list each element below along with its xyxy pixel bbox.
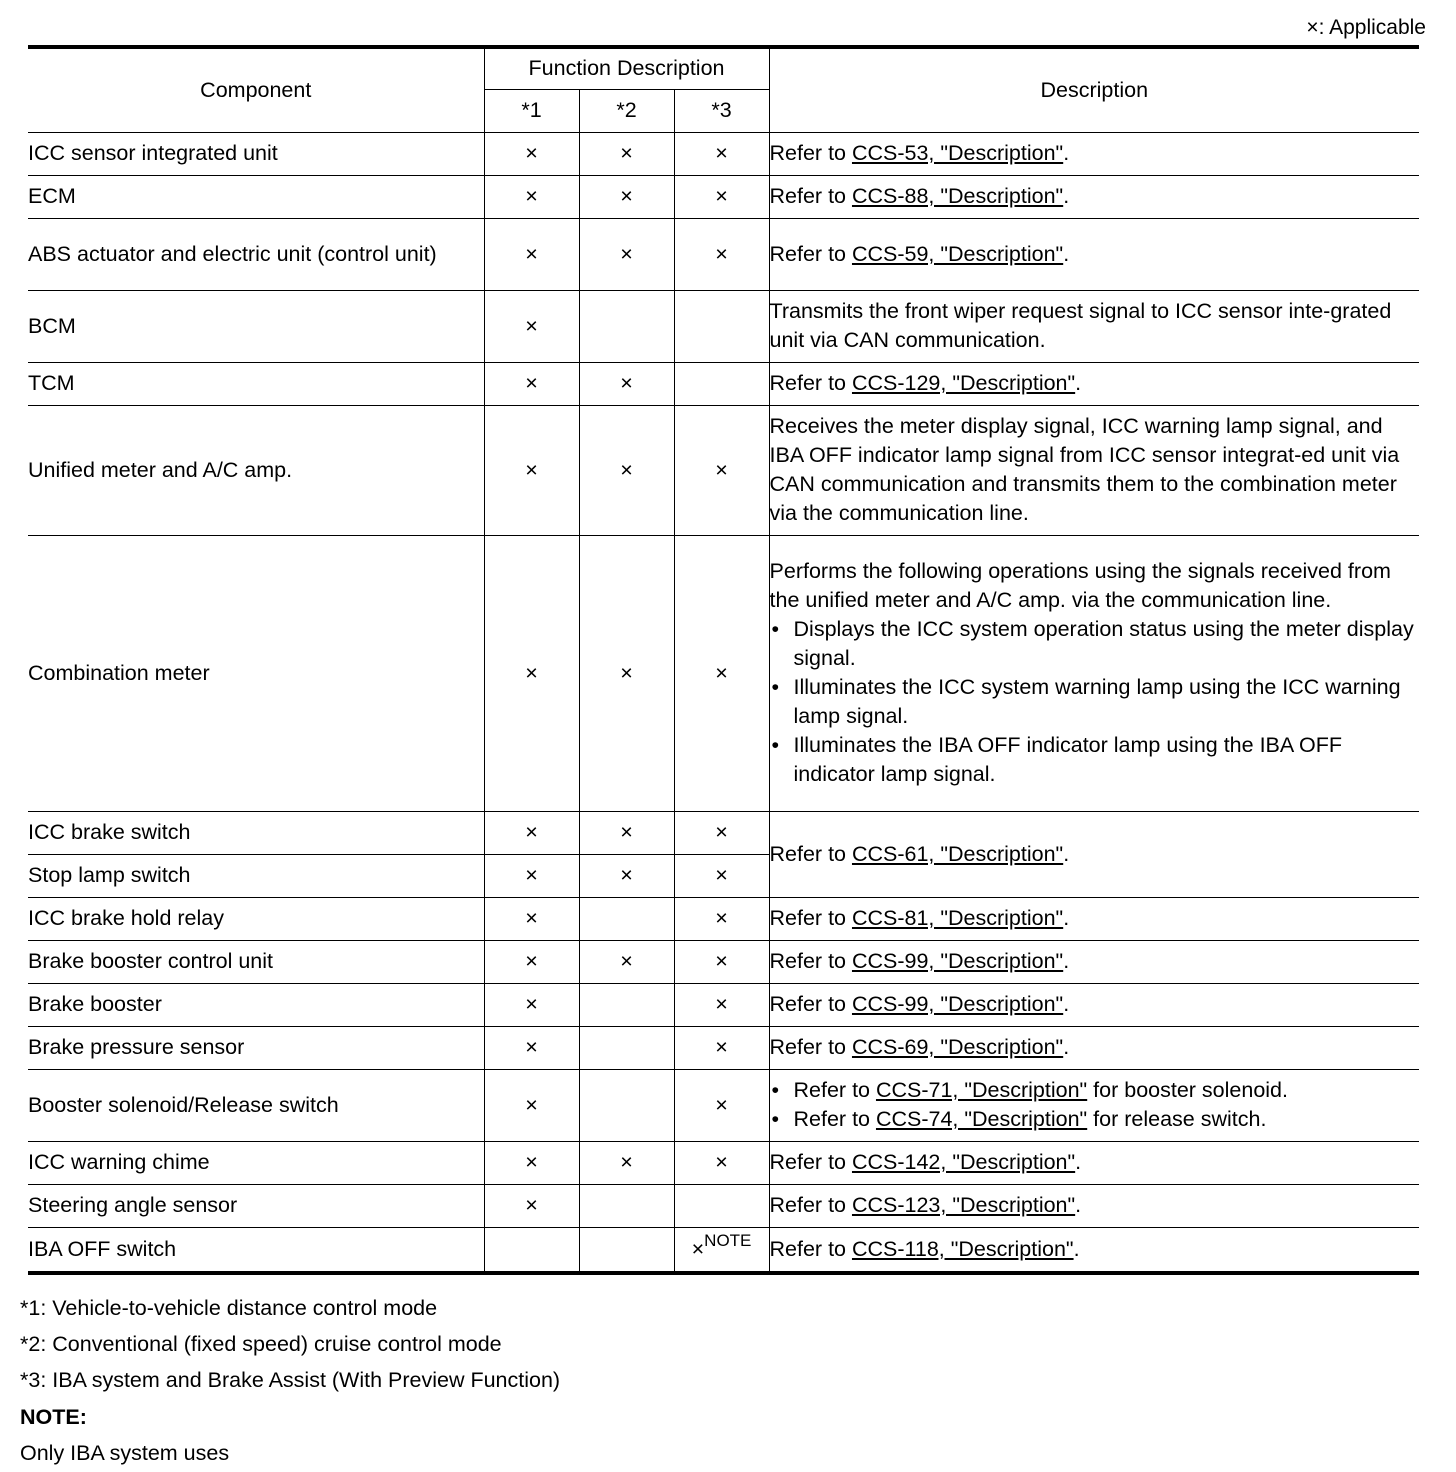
mark-col1: ×	[484, 1069, 579, 1141]
table-row	[28, 1184, 1419, 1227]
mark-x: ×	[691, 1236, 705, 1261]
component-name: ICC warning chime	[28, 1141, 484, 1184]
mark-col2: ×	[579, 1141, 674, 1184]
mark-col3: ×	[674, 940, 769, 983]
component-name: BCM	[28, 290, 484, 362]
mark-col2: ×	[579, 854, 674, 897]
mark-col3	[674, 362, 769, 405]
refer-text: Refer to	[769, 241, 852, 266]
mark-col1: ×	[484, 1026, 579, 1069]
component-name: Brake booster control unit	[28, 940, 484, 983]
mark-col3: ×	[674, 218, 769, 290]
reference-link[interactable]: CCS-71, "Description"	[875, 1078, 1088, 1102]
punctuation: .	[1063, 241, 1070, 266]
mark-col2: ×	[579, 218, 674, 290]
reference-link[interactable]: CCS-81, "Description"	[851, 906, 1064, 930]
mark-col1: ×	[484, 218, 579, 290]
description-cell	[769, 1184, 1419, 1227]
bullet-item: • Illuminates the IBA OFF indicator lamp using the IBA OFF indicator lamp signal.	[770, 731, 1420, 789]
refer-text: Refer to	[769, 184, 852, 208]
reference-link[interactable]: CCS-88, "Description"	[851, 184, 1064, 208]
refer-text: Refer to	[769, 992, 852, 1016]
description-cell	[769, 811, 1419, 897]
punctuation: .	[1075, 1150, 1082, 1174]
table-row	[28, 290, 1419, 362]
refer-text: Refer to	[769, 1150, 852, 1174]
reference-link[interactable]: CCS-123, "Description"	[851, 1193, 1076, 1217]
table-row	[28, 1141, 1419, 1184]
description-intro: Performs the following operations using the signals received from the unified meter and A/C amp. via the communication line.	[769, 559, 1391, 612]
note-text: Only IBA system uses	[20, 1440, 230, 1465]
note-superscript: NOTE	[704, 1230, 752, 1250]
reference-link[interactable]: CCS-99, "Description"	[851, 949, 1064, 973]
reference-link[interactable]: CCS-118, "Description"	[851, 1236, 1074, 1261]
table-row	[28, 218, 1419, 290]
table-row	[28, 940, 1419, 983]
bullet-item: • Illuminates the ICC system warning lamp using the ICC warning lamp signal.	[770, 673, 1420, 731]
component-name: ECM	[28, 175, 484, 218]
mark-col3: ×	[674, 175, 769, 218]
description-cell	[769, 1069, 1419, 1141]
description-cell	[769, 535, 1419, 811]
table-row	[28, 535, 1419, 811]
header-col3: *3	[674, 89, 769, 132]
note-title: NOTE:	[20, 1404, 87, 1429]
description-cell: Receives the meter display signal, ICC warning lamp signal, and IBA OFF indicator lamp signal from ICC sensor integrat-ed unit via CAN communication and transmits them to the combination meter via the communication line.	[769, 405, 1419, 535]
component-name: TCM	[28, 362, 484, 405]
component-name: Brake booster	[28, 983, 484, 1026]
reference-link[interactable]: CCS-129, "Description"	[851, 371, 1076, 395]
mark-col1: ×	[484, 175, 579, 218]
mark-col2	[579, 983, 674, 1026]
mark-col2: ×	[579, 811, 674, 854]
mark-col2	[579, 897, 674, 940]
component-name: Combination meter	[28, 535, 484, 811]
mark-col3: ×	[674, 983, 769, 1026]
mark-col3	[674, 1227, 769, 1273]
punctuation: .	[1063, 949, 1070, 973]
description-cell	[769, 1026, 1419, 1069]
component-name: ICC brake switch	[28, 811, 484, 854]
mark-col2: ×	[579, 132, 674, 175]
mark-col1: ×	[484, 1141, 579, 1184]
refer-text: Refer to	[769, 841, 852, 866]
mark-col3: ×	[674, 1141, 769, 1184]
description-bullets	[770, 615, 1420, 789]
punctuation: .	[1063, 841, 1070, 866]
table-row	[28, 132, 1419, 175]
reference-link[interactable]: CCS-61, "Description"	[851, 841, 1064, 866]
mark-col3	[674, 1184, 769, 1227]
mark-col2: ×	[579, 175, 674, 218]
mark-col1: ×	[484, 405, 579, 535]
mark-col1	[484, 1227, 579, 1273]
table-row	[28, 362, 1419, 405]
description-cell	[769, 175, 1419, 218]
mark-col2: ×	[579, 362, 674, 405]
component-name: Booster solenoid/Release switch	[28, 1069, 484, 1141]
component-name: IBA OFF switch	[28, 1227, 484, 1273]
mark-col1: ×	[484, 940, 579, 983]
header-function-description: Function Description	[484, 47, 769, 89]
header-description: Description	[769, 47, 1419, 132]
refer-text: Refer to	[769, 371, 852, 395]
mark-col1: ×	[484, 1184, 579, 1227]
mark-col3	[674, 290, 769, 362]
mark-col1: ×	[484, 897, 579, 940]
punctuation: .	[1063, 141, 1070, 165]
bullet-item: • Displays the ICC system operation status using the meter display signal.	[770, 615, 1420, 673]
refer-text: Refer to	[769, 1236, 852, 1261]
mark-col2: ×	[579, 535, 674, 811]
description-cell	[769, 362, 1419, 405]
punctuation: .	[1063, 184, 1070, 208]
mark-col3: ×	[674, 1069, 769, 1141]
mark-col2	[579, 290, 674, 362]
refer-text: Refer to	[769, 1035, 852, 1059]
component-name: Steering angle sensor	[28, 1184, 484, 1227]
reference-link[interactable]: CCS-59, "Description"	[851, 241, 1064, 266]
mark-col3: ×	[674, 854, 769, 897]
header-col1: *1	[484, 89, 579, 132]
mark-col3: ×	[674, 1026, 769, 1069]
mark-col3: ×	[674, 535, 769, 811]
footnote-2: *2: Conventional (fixed speed) cruise control mode	[20, 1332, 502, 1357]
mark-col1: ×	[484, 811, 579, 854]
description-cell	[769, 1227, 1419, 1273]
punctuation: .	[1063, 1035, 1070, 1059]
mark-col2: ×	[579, 940, 674, 983]
punctuation: .	[1063, 992, 1070, 1016]
component-name: Brake pressure sensor	[28, 1026, 484, 1069]
refer-text: Refer to	[769, 1193, 852, 1217]
description-cell: Transmits the front wiper request signal to ICC sensor inte-grated unit via CAN communication.	[769, 290, 1419, 362]
mark-col1: ×	[484, 535, 579, 811]
table-row	[28, 897, 1419, 940]
mark-col2	[579, 1227, 674, 1273]
mark-col2: ×	[579, 405, 674, 535]
bullet-item	[770, 1105, 1420, 1134]
refer-text: Refer to	[793, 1078, 876, 1102]
description-cell	[769, 940, 1419, 983]
mark-col2	[579, 1026, 674, 1069]
reference-link[interactable]: CCS-53, "Description"	[851, 141, 1064, 165]
header-component: Component	[28, 47, 484, 132]
refer-text: Refer to	[793, 1107, 876, 1131]
component-name: Unified meter and A/C amp.	[28, 405, 484, 535]
table-row	[28, 1026, 1419, 1069]
description-bullets	[770, 1076, 1420, 1134]
description-cell	[769, 897, 1419, 940]
mark-col3: ×	[674, 811, 769, 854]
mark-col3: ×	[674, 897, 769, 940]
description-cell	[769, 983, 1419, 1026]
mark-col1: ×	[484, 362, 579, 405]
refer-text: Refer to	[769, 949, 852, 973]
bullet-item	[770, 1076, 1420, 1105]
table-row	[28, 175, 1419, 218]
mark-col1: ×	[484, 854, 579, 897]
component-function-table	[28, 45, 1419, 1275]
punctuation: .	[1075, 371, 1082, 395]
reference-link[interactable]: CCS-74, "Description"	[875, 1107, 1088, 1131]
mark-col1: ×	[484, 983, 579, 1026]
header-col2: *2	[579, 89, 674, 132]
punctuation: .	[1075, 1193, 1082, 1217]
punctuation: .	[1073, 1236, 1080, 1261]
table-row	[28, 1069, 1419, 1141]
punctuation: .	[1063, 906, 1070, 930]
bullet-suffix: for booster solenoid.	[1087, 1078, 1288, 1102]
table-row	[28, 1227, 1419, 1273]
mark-col1: ×	[484, 132, 579, 175]
refer-text: Refer to	[769, 141, 852, 165]
refer-text: Refer to	[769, 906, 852, 930]
component-name: ICC brake hold relay	[28, 897, 484, 940]
component-name: ICC sensor integrated unit	[28, 132, 484, 175]
applicable-legend: ×: Applicable	[1306, 16, 1426, 39]
reference-link[interactable]: CCS-142, "Description"	[851, 1150, 1076, 1174]
reference-link[interactable]: CCS-99, "Description"	[851, 992, 1064, 1016]
description-cell	[769, 132, 1419, 175]
mark-col3: ×	[674, 405, 769, 535]
mark-col3: ×	[674, 132, 769, 175]
footnote-3: *3: IBA system and Brake Assist (With Preview Function)	[20, 1368, 561, 1393]
mark-col2	[579, 1184, 674, 1227]
footnote-1: *1: Vehicle-to-vehicle distance control mode	[20, 1296, 438, 1320]
table-row	[28, 983, 1419, 1026]
description-cell	[769, 1141, 1419, 1184]
description-cell	[769, 218, 1419, 290]
table-row	[28, 811, 1419, 854]
footnotes	[20, 1290, 560, 1471]
mark-col1: ×	[484, 290, 579, 362]
bullet-suffix: for release switch.	[1087, 1107, 1267, 1131]
component-name: Stop lamp switch	[28, 854, 484, 897]
table-row	[28, 405, 1419, 535]
component-name: ABS actuator and electric unit (control unit)	[28, 218, 484, 290]
reference-link[interactable]: CCS-69, "Description"	[851, 1035, 1064, 1059]
mark-col2	[579, 1069, 674, 1141]
